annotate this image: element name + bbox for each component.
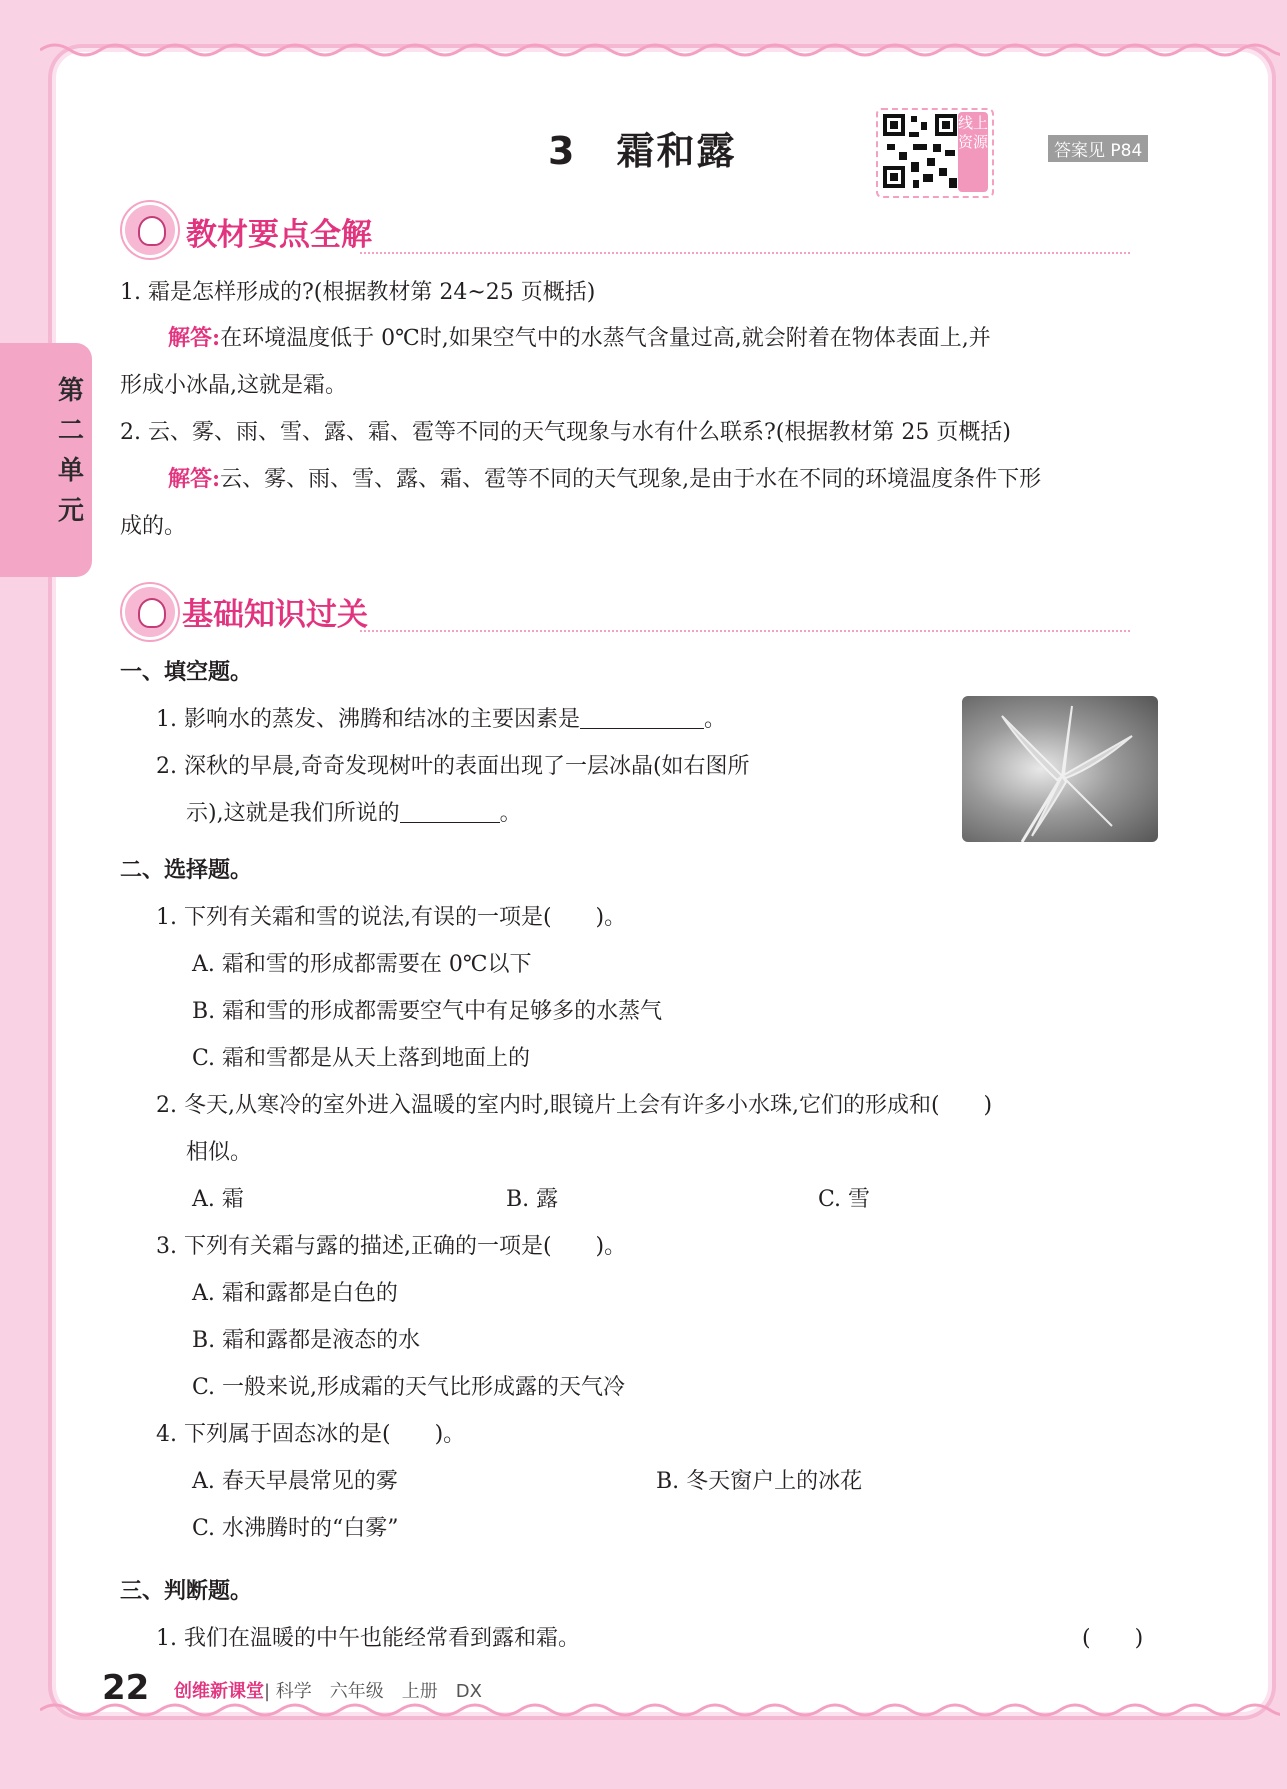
footer-info <box>174 1677 482 1703</box>
judge-q1: 1. 我们在温暖的中午也能经常看到露和霜。 <box>156 1626 580 1651</box>
fill-q2-line1: 2. 深秋的早晨,奇奇发现树叶的表面出现了一层冰晶(如右图所 <box>156 754 750 779</box>
footer-subject: | 科学 六年级 上册 DX <box>264 1681 482 1702</box>
footer-brand: 创维新课堂 <box>174 1681 264 1702</box>
choice-q4-option-c[interactable]: C. 水沸腾时的“白雾” <box>192 1516 399 1541</box>
s1-question-1: 1. 霜是怎样形成的?(根据教材第 24~25 页概括) <box>120 280 596 305</box>
fill-q2-end: 。 <box>499 801 522 826</box>
mascot-icon <box>122 584 178 640</box>
judge-q1-answer-box[interactable]: ( ) <box>1082 1626 1144 1651</box>
online-resource-badge: 线上资源 <box>958 112 988 192</box>
choice-q2-option-a[interactable]: A. 霜 <box>192 1187 244 1212</box>
choice-q3-option-a[interactable]: A. 霜和露都是白色的 <box>192 1281 398 1306</box>
choice-q2-line2: 相似。 <box>186 1140 253 1165</box>
unit-tab-label: 第二单元 <box>57 376 84 526</box>
section1-title: 教材要点全解 <box>186 217 372 253</box>
choice-q1-option-b[interactable]: B. 霜和雪的形成都需要空气中有足够多的水蒸气 <box>192 999 663 1024</box>
choice-q1-option-a[interactable]: A. 霜和雪的形成都需要在 0℃以下 <box>192 952 532 977</box>
choice-q4-option-b[interactable]: B. 冬天窗户上的冰花 <box>656 1469 863 1494</box>
choice-q3-option-c[interactable]: C. 一般来说,形成霜的天气比形成露的天气冷 <box>192 1375 626 1400</box>
fill-q2-line2: 示),这就是我们所说的 <box>186 801 400 826</box>
s1-question-2: 2. 云、雾、雨、雪、露、霜、雹等不同的天气现象与水有什么联系?(根据教材第 25 页概括) <box>120 420 1011 445</box>
choice-q2-line1: 2. 冬天,从寒冷的室外进入温暖的室内时,眼镜片上会有许多小水珠,它们的形成和( ) <box>156 1093 993 1118</box>
s1-answer-2-line2: 成的。 <box>120 514 187 539</box>
choice-q3: 3. 下列有关霜与露的描述,正确的一项是( )。 <box>156 1234 627 1259</box>
answer-reference: 答案见 P84 <box>1048 135 1148 162</box>
s1-answer-2-line1: 云、雾、雨、雪、露、霜、雹等不同的天气现象,是由于水在不同的环境温度条件下形 <box>220 467 1042 492</box>
bottom-wave-border <box>40 1700 1280 1720</box>
top-wave-border <box>40 40 1280 60</box>
choice-q2-option-b[interactable]: B. 露 <box>506 1187 559 1212</box>
s1-answer-2-label: 解答: <box>168 466 221 492</box>
part1-heading: 一、填空题。 <box>120 660 253 685</box>
frost-leaf-illustration <box>962 696 1158 842</box>
fill-q1-blank[interactable] <box>580 706 704 729</box>
section1-divider <box>360 252 1130 254</box>
choice-q2-option-c[interactable]: C. 雪 <box>818 1187 871 1212</box>
s1-answer-1-label: 解答: <box>168 325 221 351</box>
fill-q2-blank[interactable] <box>400 800 500 823</box>
fill-q1-end: 。 <box>704 707 727 732</box>
unit-tab <box>0 343 92 577</box>
choice-q1-option-c[interactable]: C. 霜和雪都是从天上落到地面上的 <box>192 1046 531 1071</box>
page-number: 22 <box>102 1668 150 1708</box>
fill-q1-text: 1. 影响水的蒸发、沸腾和结冰的主要因素是 <box>156 707 580 732</box>
part3-heading: 三、判断题。 <box>120 1579 253 1604</box>
part2-heading: 二、选择题。 <box>120 858 253 883</box>
qr-code-pattern <box>883 114 957 188</box>
choice-q3-option-b[interactable]: B. 霜和露都是液态的水 <box>192 1328 421 1353</box>
section2-divider <box>360 630 1130 632</box>
choice-q1: 1. 下列有关霜和雪的说法,有误的一项是( )。 <box>156 905 627 930</box>
frost-leaf-photo <box>962 696 1158 842</box>
s1-answer-1-line1: 在环境温度低于 0℃时,如果空气中的水蒸气含量过高,就会附着在物体表面上,并 <box>220 326 991 351</box>
choice-q4-option-a[interactable]: A. 春天早晨常见的雾 <box>192 1469 398 1494</box>
page-title: 3 霜和露 <box>548 129 737 173</box>
s1-answer-1-line2: 形成小冰晶,这就是霜。 <box>120 373 347 398</box>
choice-q4: 4. 下列属于固态冰的是( )。 <box>156 1422 466 1447</box>
section2-title: 基础知识过关 <box>182 597 368 633</box>
mascot-icon <box>122 202 178 258</box>
